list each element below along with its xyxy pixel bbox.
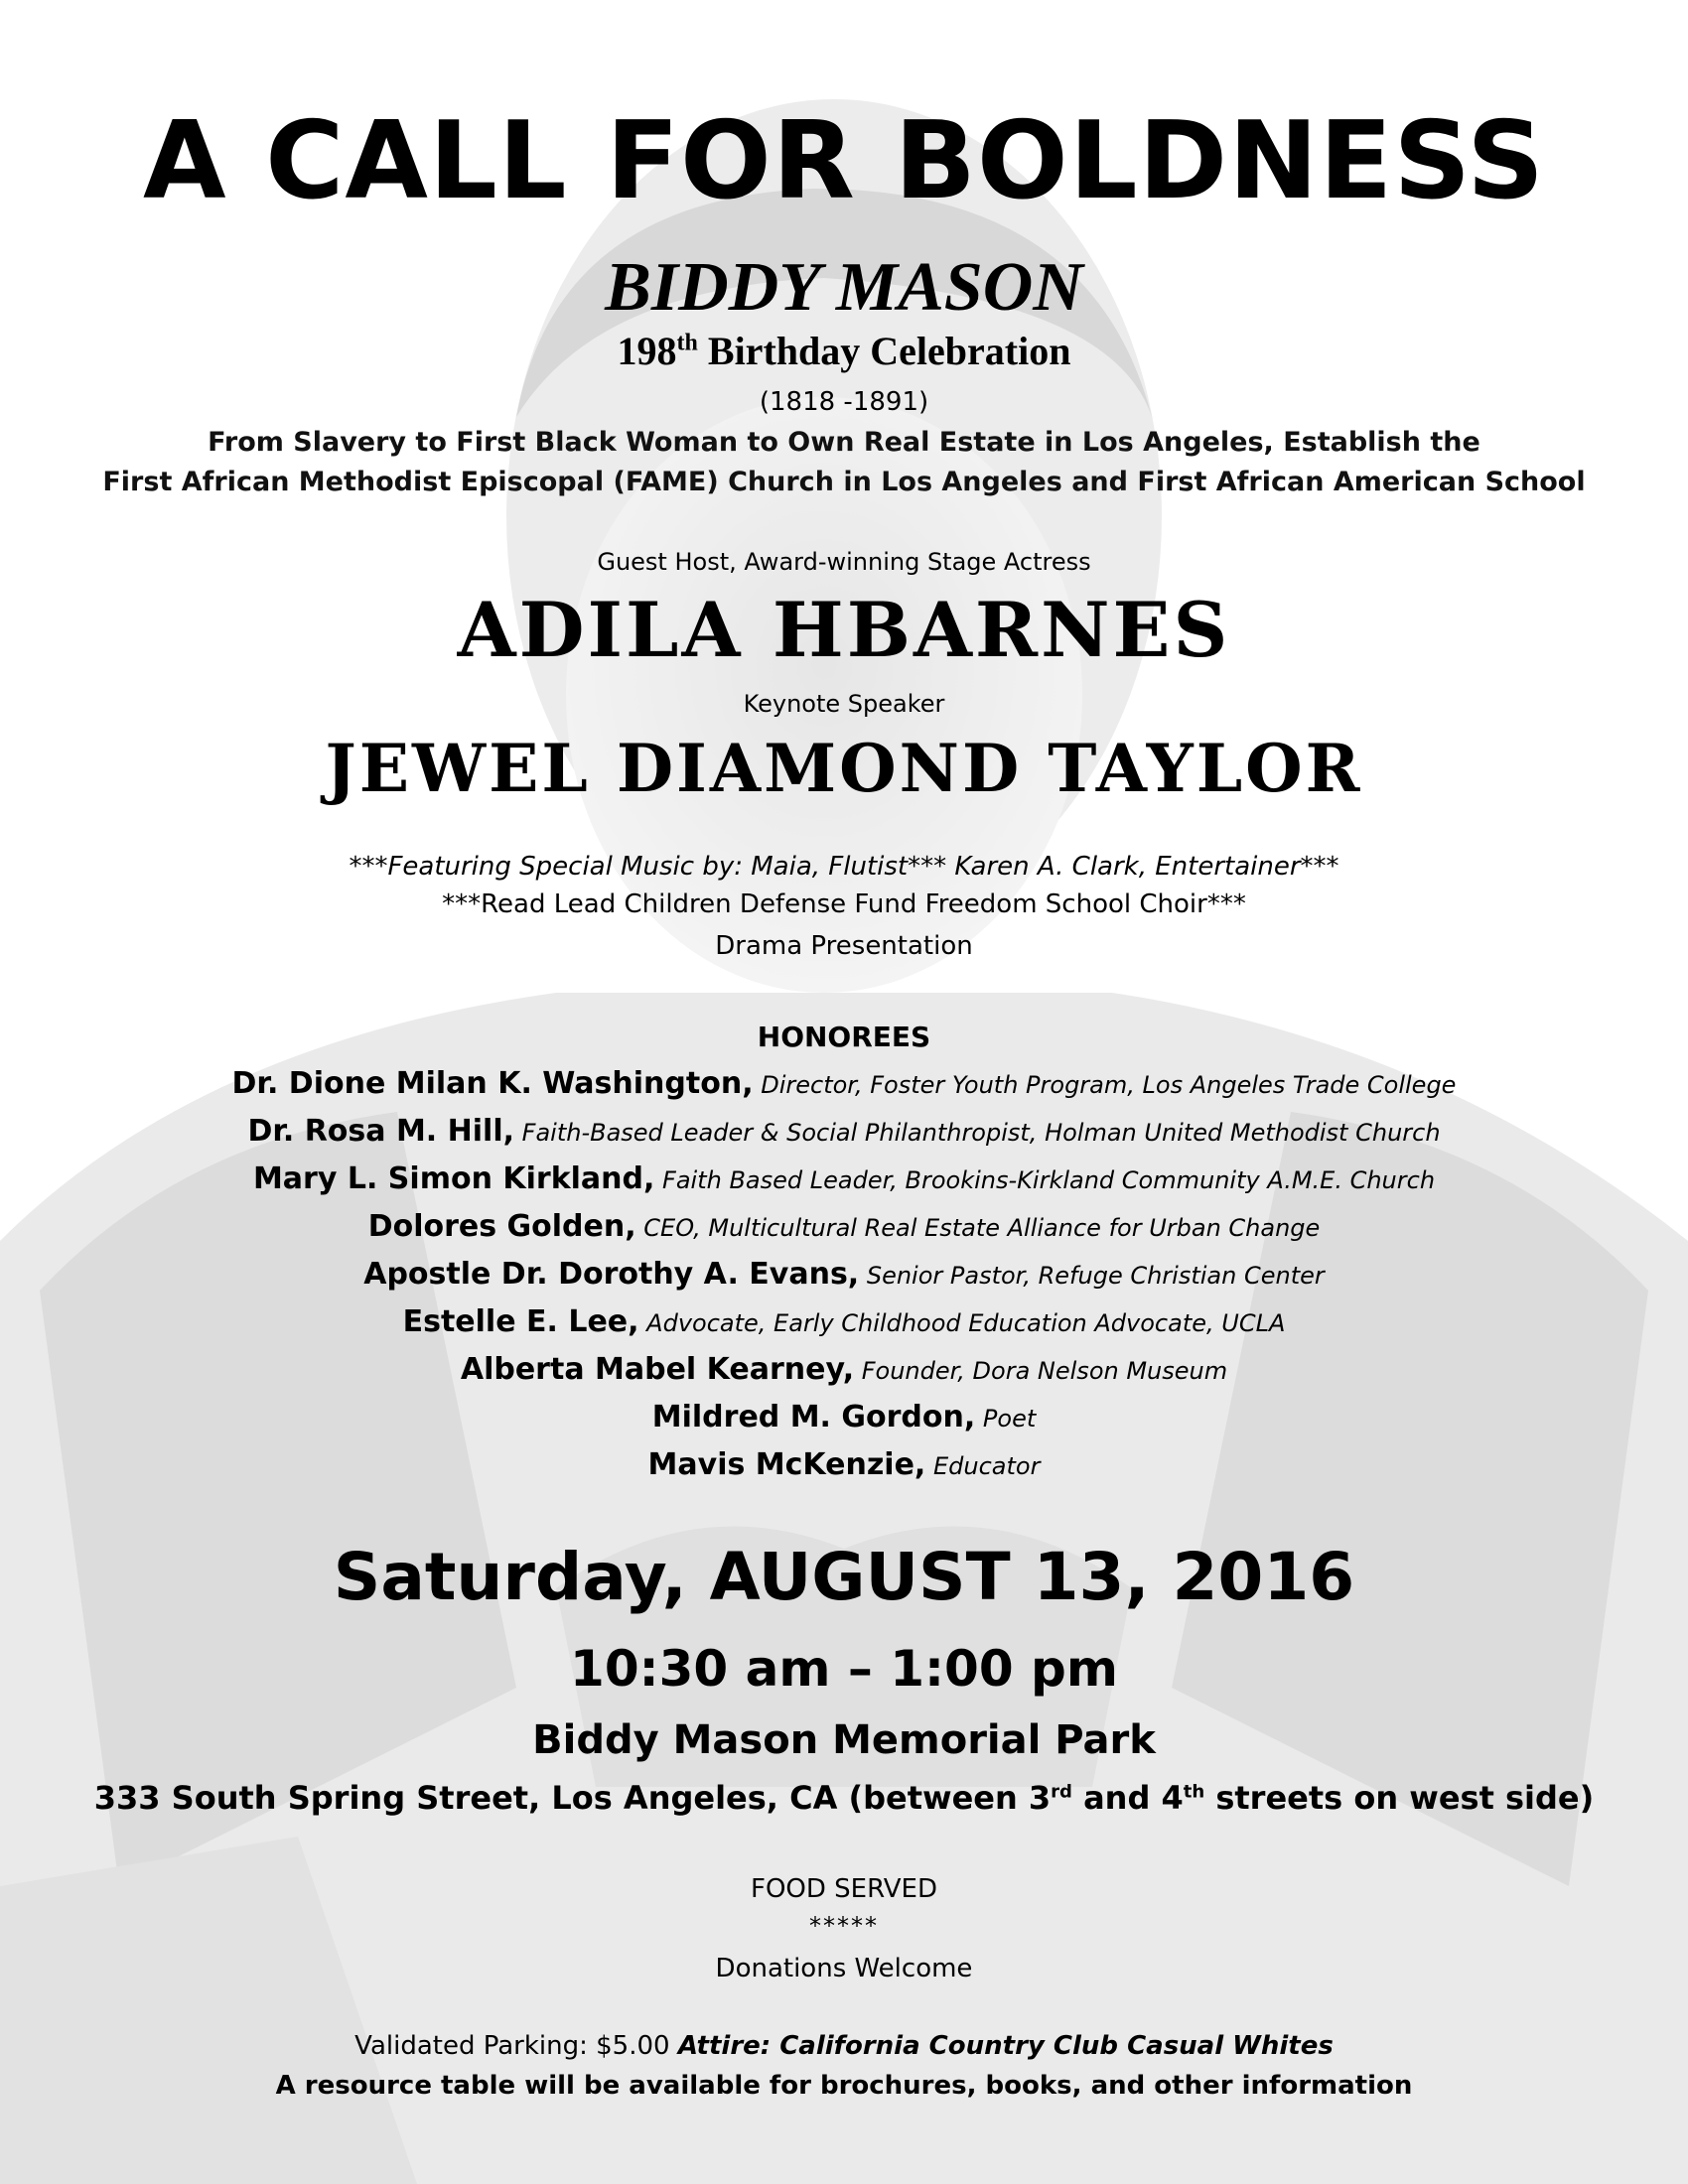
honoree-item bbox=[0, 1114, 1688, 1149]
honoree-name: Mildred M. Gordon, bbox=[651, 1400, 976, 1434]
honoree-role: Poet bbox=[975, 1405, 1037, 1433]
parking-info: Validated Parking: $5.00 bbox=[354, 2031, 678, 2061]
honoree-role: Faith Based Leader, Brookins-Kirkland Community A.M.E. Church bbox=[654, 1166, 1436, 1194]
keynote-name: JEWEL DIAMOND TAYLOR bbox=[325, 730, 1363, 807]
honoree-role: Educator bbox=[925, 1452, 1041, 1480]
parking-attire bbox=[0, 2031, 1688, 2061]
honoree-name: Dr. Rosa M. Hill, bbox=[247, 1114, 515, 1149]
honoree-name: Estelle E. Lee, bbox=[402, 1304, 639, 1339]
honoree-item bbox=[0, 1304, 1688, 1339]
music-line-1: ***Featuring Special Music by: Maia, Flutist*** Karen A. Clark, Entertainer*** bbox=[349, 852, 1339, 882]
honoree-role: Director, Foster Youth Program, Los Angeles Trade College bbox=[753, 1071, 1457, 1099]
honoree-name: Apostle Dr. Dorothy A. Evans, bbox=[363, 1257, 860, 1292]
birthday-number: 198 bbox=[617, 329, 677, 373]
honoree-name: Mavis McKenzie, bbox=[647, 1447, 926, 1482]
life-years: (1818 -1891) bbox=[759, 387, 929, 417]
event-address bbox=[0, 1779, 1688, 1817]
flyer-title: A CALL FOR BOLDNESS bbox=[142, 99, 1546, 223]
address-part-1: 333 South Spring Street, Los Angeles, CA (between 3 bbox=[93, 1779, 1052, 1817]
honoree-role: Faith-Based Leader & Social Philanthropist, Holman United Methodist Church bbox=[514, 1119, 1441, 1147]
honoree-item bbox=[0, 1400, 1688, 1434]
honoree-item bbox=[0, 1447, 1688, 1482]
resource-table-note: A resource table will be available for brochures, books, and other information bbox=[275, 2071, 1413, 2101]
honoree-item bbox=[0, 1257, 1688, 1292]
honoree-name: Dolores Golden, bbox=[367, 1209, 636, 1244]
honoree-main-name: BIDDY MASON bbox=[605, 249, 1083, 326]
address-sup-2: th bbox=[1183, 1781, 1205, 1803]
address-sup-1: rd bbox=[1051, 1781, 1072, 1803]
address-part-3: streets on west side) bbox=[1204, 1779, 1595, 1817]
honoree-item bbox=[0, 1066, 1688, 1101]
divider-stars: ***** bbox=[809, 1912, 879, 1940]
honoree-name: Mary L. Simon Kirkland, bbox=[252, 1161, 655, 1196]
honoree-item bbox=[0, 1161, 1688, 1196]
birthday-heading bbox=[0, 328, 1688, 374]
donations-welcome: Donations Welcome bbox=[715, 1954, 973, 1983]
birthday-text: Birthday Celebration bbox=[697, 329, 1071, 373]
birthday-suffix: th bbox=[676, 330, 698, 356]
honoree-role: Advocate, Early Childhood Education Advocate, UCLA bbox=[638, 1309, 1286, 1337]
address-part-2: and 4 bbox=[1071, 1779, 1184, 1817]
honoree-name: Dr. Dione Milan K. Washington, bbox=[231, 1066, 754, 1101]
honoree-role: CEO, Multicultural Real Estate Alliance for Urban Change bbox=[635, 1214, 1321, 1242]
drama-presentation: Drama Presentation bbox=[715, 931, 973, 961]
description-line-2: First African Methodist Episcopal (FAME) Church in Los Angeles and First African American School bbox=[102, 467, 1586, 497]
attire-info: Attire: California Country Club Casual Whites bbox=[677, 2031, 1334, 2061]
honoree-role: Senior Pastor, Refuge Christian Center bbox=[859, 1262, 1325, 1290]
honoree-item bbox=[0, 1209, 1688, 1244]
host-label: Guest Host, Award-winning Stage Actress bbox=[597, 548, 1091, 576]
event-time: 10:30 am – 1:00 pm bbox=[570, 1640, 1118, 1698]
event-place: Biddy Mason Memorial Park bbox=[532, 1717, 1156, 1763]
keynote-label: Keynote Speaker bbox=[743, 690, 945, 718]
honoree-name: Alberta Mabel Kearney, bbox=[460, 1352, 855, 1387]
event-date: Saturday, AUGUST 13, 2016 bbox=[333, 1539, 1355, 1615]
food-served: FOOD SERVED bbox=[751, 1874, 937, 1904]
honorees-heading: HONOREES bbox=[757, 1021, 931, 1053]
description-line-1: From Slavery to First Black Woman to Own Real Estate in Los Angeles, Establish the bbox=[208, 427, 1480, 458]
honoree-item bbox=[0, 1352, 1688, 1387]
music-line-2: ***Read Lead Children Defense Fund Freedom School Choir*** bbox=[442, 889, 1246, 919]
honoree-role: Founder, Dora Nelson Museum bbox=[854, 1357, 1228, 1385]
host-name: ADILA HBARNES bbox=[457, 586, 1231, 674]
